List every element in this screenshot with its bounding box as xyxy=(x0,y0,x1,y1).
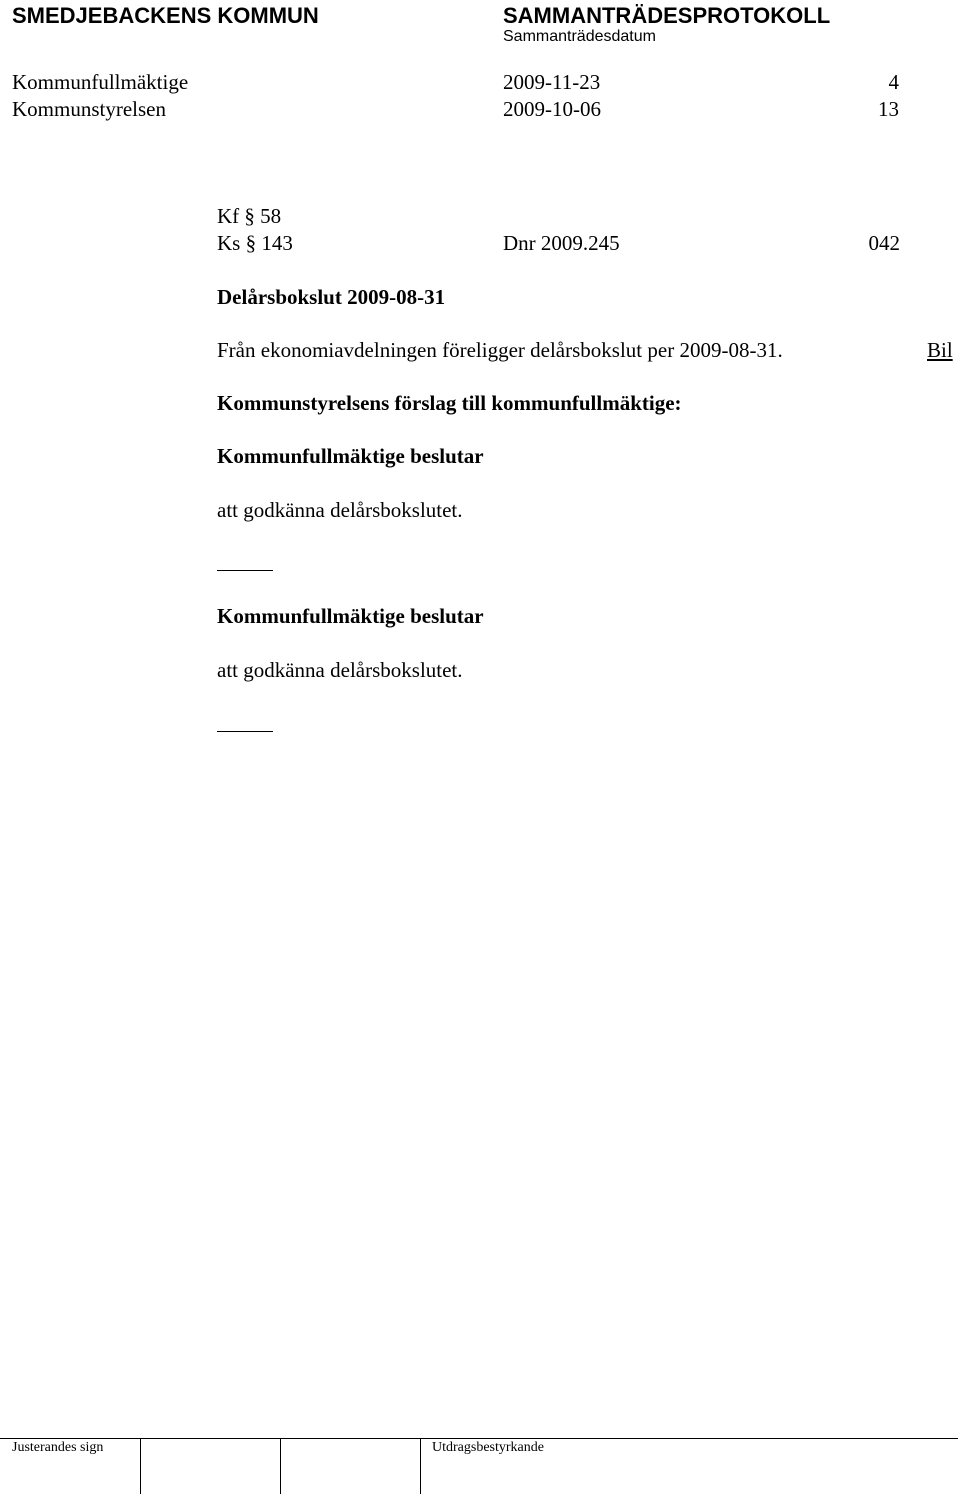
decision-text: att godkänna delårsbokslutet. xyxy=(217,658,463,682)
ks-label: Ks xyxy=(217,231,241,255)
separator-line xyxy=(217,570,273,571)
kf-number: 58 xyxy=(260,204,282,228)
organization-name: SMEDJEBACKENS KOMMUN xyxy=(12,3,319,28)
meeting-date: 2009-10-06 xyxy=(503,97,601,121)
utdragsbestyrkande-label: Utdragsbestyrkande xyxy=(432,1440,544,1455)
document-type: SAMMANTRÄDESPROTOKOLL xyxy=(503,3,831,28)
diary-number: Dnr 2009.245 xyxy=(503,231,620,255)
item-title: Delårsbokslut 2009-08-31 xyxy=(217,285,446,309)
proposal-heading: Kommunstyrelsens förslag till kommunfullmäktige: xyxy=(217,391,682,415)
signature-box-divider xyxy=(140,1438,141,1494)
decision-heading: Kommunfullmäktige beslutar xyxy=(217,444,484,468)
meeting-body: Kommunfullmäktige xyxy=(12,70,189,94)
meeting-body: Kommunstyrelsen xyxy=(12,97,166,121)
date-label: Sammanträdesdatum xyxy=(503,28,656,45)
separator-line xyxy=(217,731,273,732)
intro-text: Från ekonomiavdelningen föreligger delårsbokslut per 2009-08-31. xyxy=(217,338,783,362)
section-symbol: § xyxy=(245,231,257,255)
meeting-date: 2009-11-23 xyxy=(503,70,601,94)
signature-box-divider xyxy=(280,1438,281,1494)
kf-paragraph-ref xyxy=(217,204,281,229)
signature-box-divider xyxy=(420,1438,421,1494)
decision-heading: Kommunfullmäktige beslutar xyxy=(217,604,484,628)
attachment-link[interactable]: Bil xyxy=(927,338,953,362)
justerandes-sign-label: Justerandes sign xyxy=(12,1440,104,1455)
footer-divider xyxy=(0,1438,958,1439)
section-symbol: § xyxy=(244,204,255,228)
decision-text: att godkänna delårsbokslutet. xyxy=(217,498,463,522)
ks-paragraph-ref xyxy=(217,231,293,256)
classification-code: 042 xyxy=(868,231,900,255)
kf-label: Kf xyxy=(217,204,240,228)
meeting-page: 13 xyxy=(878,97,899,121)
meeting-page: 4 xyxy=(888,70,899,94)
ks-number: 143 xyxy=(261,231,293,255)
